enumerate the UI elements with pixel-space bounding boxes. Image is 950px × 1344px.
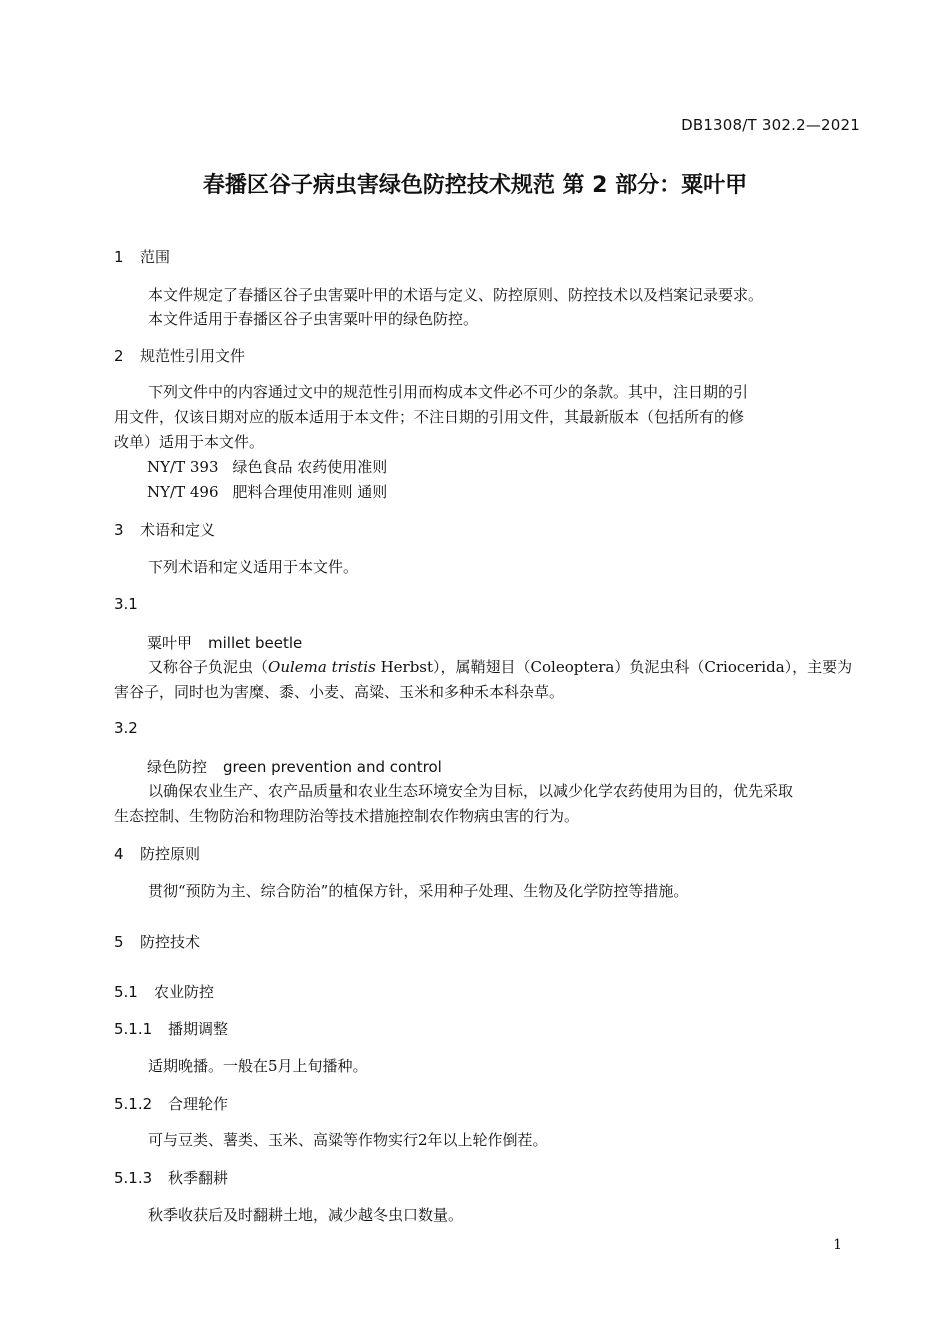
document-number: DB1308/T 302.2—2021 <box>681 116 860 134</box>
subsection-5-1-2-heading <box>114 1093 228 1114</box>
page-number: 1 <box>833 1237 842 1253</box>
paragraph-line <box>114 380 860 405</box>
term-zh: 绿色防控 <box>147 758 208 776</box>
subsection-5-1-1-heading <box>114 1018 228 1039</box>
section-title: 秋季翻耕 <box>168 1169 229 1187</box>
section-title: 规范性引用文件 <box>140 347 246 365</box>
paragraph-line: 改单）适用于本文件。 <box>114 433 265 451</box>
term-definition-line: 生态控制、生物防治和物理防治等技术措施控制农作物病虫害的行为。 <box>114 807 580 825</box>
section-5-heading <box>114 931 200 952</box>
section-number: 1 <box>114 248 124 266</box>
scientific-name: Oulema tristis <box>268 658 376 676</box>
section-number: 5.1.1 <box>114 1020 153 1038</box>
term-en: millet beetle <box>208 634 303 652</box>
section-title: 播期调整 <box>168 1020 229 1038</box>
section-title: 合理轮作 <box>168 1095 229 1113</box>
term-definition-line <box>114 655 860 680</box>
normative-reference <box>147 456 387 477</box>
section-title: 术语和定义 <box>140 521 216 539</box>
paragraph-text: 下列文件中的内容通过文中的规范性引用而构成本文件必不可少的条款。其中，注日期的引 <box>148 383 749 401</box>
paragraph-text: 本文件适用于春播区谷子虫害粟叶甲的绿色防控。 <box>148 310 479 328</box>
definition-text: Herbst），属鞘翅目（Coleoptera）负泥虫科（Criocerida），主要为 <box>375 658 853 676</box>
definition-text: 以确保农业生产、农产品质量和农业生态环境安全为目标，以减少化学农药使用为目的，优先采取 <box>148 782 794 800</box>
section-3-heading <box>114 519 215 540</box>
section-number: 4 <box>114 845 124 863</box>
paragraph-text: 适期晚播。一般在5月上旬播种。 <box>148 1057 368 1075</box>
section-4-heading <box>114 843 200 864</box>
paragraph-text: 贯彻“预防为主、综合防治”的植保方针，采用种子处理、生物及化学防控等措施。 <box>148 882 689 900</box>
section-number: 5.1.3 <box>114 1169 153 1187</box>
section-number: 5.1.2 <box>114 1095 153 1113</box>
paragraph <box>114 283 860 308</box>
section-title: 防控原则 <box>140 845 201 863</box>
section-title: 防控技术 <box>140 933 201 951</box>
paragraph-text: 下列术语和定义适用于本文件。 <box>148 558 359 576</box>
definition-text: 又称谷子负泥虫（ <box>148 658 269 676</box>
paragraph <box>114 1203 860 1228</box>
section-number: 5 <box>114 933 124 951</box>
section-number: 5.1 <box>114 983 138 1001</box>
section-number: 3 <box>114 521 124 539</box>
term-number: 3.2 <box>114 719 138 737</box>
term-entry <box>147 756 442 777</box>
section-1-heading <box>114 246 170 267</box>
term-number: 3.1 <box>114 595 138 613</box>
page-title: 春播区谷子病虫害绿色防控技术规范 第 2 部分：粟叶甲 <box>202 173 748 198</box>
paragraph <box>114 1054 860 1079</box>
term-en: green prevention and control <box>223 758 442 776</box>
section-number: 2 <box>114 347 124 365</box>
section-title: 农业防控 <box>154 983 215 1001</box>
term-zh: 粟叶甲 <box>147 634 193 652</box>
subsection-5-1-heading <box>114 981 214 1002</box>
reference-code: NY/T 496 <box>147 483 219 501</box>
reference-title: 肥料合理使用准则 通则 <box>232 483 388 501</box>
reference-code: NY/T 393 <box>147 458 219 476</box>
paragraph-text: 秋季收获后及时翻耕土地，减少越冬虫口数量。 <box>148 1206 464 1224</box>
term-definition-line <box>114 779 860 804</box>
paragraph-line: 用文件，仅该日期对应的版本适用于本文件；不注日期的引用文件，其最新版本（包括所有的修 <box>114 408 745 426</box>
paragraph <box>114 307 860 332</box>
section-2-heading <box>114 345 245 366</box>
subsection-5-1-3-heading <box>114 1167 228 1188</box>
paragraph-text: 可与豆类、薯类、玉米、高粱等作物实行2年以上轮作倒茬。 <box>148 1131 548 1149</box>
reference-title: 绿色食品 农药使用准则 <box>232 458 388 476</box>
normative-reference <box>147 481 387 502</box>
paragraph-text: 本文件规定了春播区谷子虫害粟叶甲的术语与定义、防控原则、防控技术以及档案记录要求。 <box>148 286 764 304</box>
term-definition-line: 害谷子，同时也为害糜、黍、小麦、高粱、玉米和多种禾本科杂草。 <box>114 683 565 701</box>
paragraph <box>114 879 860 904</box>
paragraph <box>114 1128 860 1153</box>
term-entry <box>147 632 302 653</box>
paragraph <box>114 555 860 580</box>
section-title: 范围 <box>140 248 171 266</box>
